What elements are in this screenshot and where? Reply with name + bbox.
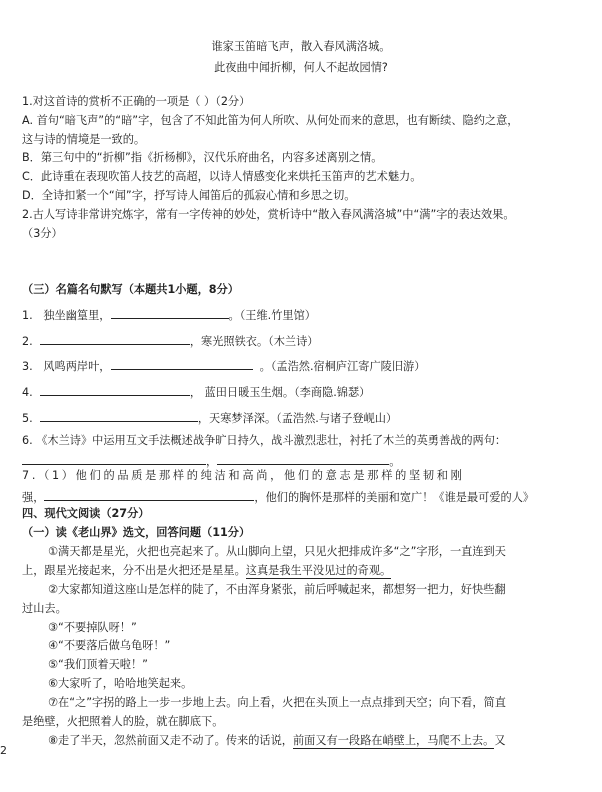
page-number: 2 (0, 744, 7, 757)
section4-heading: 四、现代文阅读（27分） (22, 507, 150, 520)
item-suffix: 。（孟浩然.宿桐庐江寄广陵旧游） (259, 360, 426, 373)
item-suffix: ，他们的胸怀是那样的美丽和宽广！《谁是最可爱的人》 (254, 491, 535, 504)
item-prefix: 强， (22, 491, 45, 504)
answer-blank[interactable] (217, 453, 389, 465)
item-number: 4. (22, 386, 33, 399)
item-suffix: 。（王维.竹里馆） (228, 309, 316, 322)
paragraph-1-cont (22, 565, 582, 576)
paragraph-7-cont: 是绝壁，火把照着人的脸，就在脚底下。 (22, 715, 224, 728)
poem-line-2: 此夜曲中闻折柳，何人不起故园情? (214, 61, 388, 74)
reading-subheading: （一）读《老山界》选文，回答问题（11分） (22, 526, 251, 539)
separator: ， (206, 455, 218, 468)
recite-item-6: 6. 《木兰诗》中运用互文手法概述战争旷日持久，战斗激烈悲壮，衬托了木兰的英勇善战的两句： (22, 434, 507, 447)
q1-option-c: C．此诗重在表现吹笛人技艺的高超，以诗人情感变化来烘托玉笛声的艺术魅力。 (22, 170, 422, 183)
answer-blank[interactable] (22, 453, 206, 465)
paragraph-text: 上，跟星光接起来，分不出是火把还是星星。 (22, 564, 246, 577)
q1-option-d: D．全诗扣紧一个“闻”字，抒写诗人闻笛后的孤寂心情和乡思之切。 (22, 189, 356, 202)
recite-item-5 (22, 410, 582, 424)
item-prefix: 风鸣两岸叶， (43, 360, 111, 373)
paragraph-2: ②大家都知道这座山是怎样的陡了，不由浑身紧张，前后呼喊起来，都想努一把力，好快些翻 (48, 583, 506, 596)
answer-blank[interactable] (40, 333, 190, 345)
underlined-sentence: 这真是我生平没见过的奇观。 (245, 564, 392, 577)
paragraph-6: ⑥大家听了，哈哈地笑起来。 (48, 677, 193, 690)
paragraph-2-cont: 过山去。 (22, 602, 67, 615)
recite-item-4 (22, 384, 582, 398)
recite-item-7: 7.（1）他们的品质是那样的纯洁和高尚，他们的意志是那样的坚韧和刚 (22, 469, 465, 482)
item-suffix: ，天寒梦泽深。（孟浩然.与诸子登岘山） (197, 412, 398, 425)
recite-item-3 (22, 358, 582, 372)
recite-item-7-cont (22, 489, 582, 503)
q1-option-a-cont: 这与诗的情境是一致的。 (22, 133, 146, 146)
paragraph-4: ④“不要落后做乌龟呀！” (48, 639, 171, 652)
q2-points: （3分） (22, 227, 63, 240)
paragraph-text: ⑧走了半天，忽然前面又走不动了。传来的话说， (48, 734, 293, 747)
section3-heading: （三）名篇名句默写（本题共1小题，8分） (22, 283, 239, 296)
recite-item-2 (22, 333, 582, 347)
item-number: 2. (22, 335, 33, 348)
item-suffix: ，寒光照铁衣。（木兰诗） (189, 335, 319, 348)
q2-stem: 2.古人写诗非常讲究炼字，常有一字传神的妙处，赏析诗中“散入春风满洛城”中“满”字的表达效果。 (22, 208, 515, 221)
answer-blank[interactable] (40, 410, 198, 422)
item-suffix: ， 蓝田日暖玉生烟。（李商隐.锦瑟） (189, 386, 371, 399)
item-number: 3. (22, 360, 33, 373)
paragraph-8 (22, 735, 602, 746)
terminator: 。 (389, 455, 401, 468)
answer-blank[interactable] (44, 489, 254, 501)
answer-blank[interactable] (111, 307, 229, 319)
paragraph-5: ⑤“我们顶着天啦！” (48, 658, 148, 671)
paragraph-3: ③“不要掉队呀！” (48, 621, 137, 634)
poem-line-1: 谁家玉笛暗飞声，散入春风满洛城。 (211, 40, 391, 53)
q1-option-a: A. 首句“暗飞声”的“暗”字，包含了不知此笛为何人所吹、从何处而来的意思，也有断续、隐约之意， (22, 114, 519, 127)
paragraph-7: ⑦在“之”字拐的路上一步一步地上去。向上看，火把在头顶上一点点排到天空；向下看，简直 (48, 696, 506, 709)
paragraph-text: 又 (494, 734, 506, 747)
answer-blank[interactable] (40, 384, 190, 396)
underlined-sentence: 前面又有一段路在峭壁上，马爬不上去。 (292, 734, 495, 747)
item-number: 1. (22, 309, 33, 322)
q1-stem: 1.对这首诗的赏析不正确的一项是（ ）（2分） (22, 95, 251, 108)
recite-item-1 (22, 307, 582, 321)
paragraph-1: ①满天都是星光，火把也亮起来了。从山脚向上望，只见火把排成许多“之”字形，一直连到天 (48, 545, 506, 558)
q1-option-b: B．第三句中的“折柳”指《折杨柳》，汉代乐府曲名，内容多述离别之情。 (22, 151, 383, 164)
item-number: 5. (22, 412, 33, 425)
answer-blank[interactable] (111, 358, 253, 370)
recite-item-6-answer (22, 453, 582, 467)
item-prefix: 独坐幽篁里， (43, 309, 111, 322)
